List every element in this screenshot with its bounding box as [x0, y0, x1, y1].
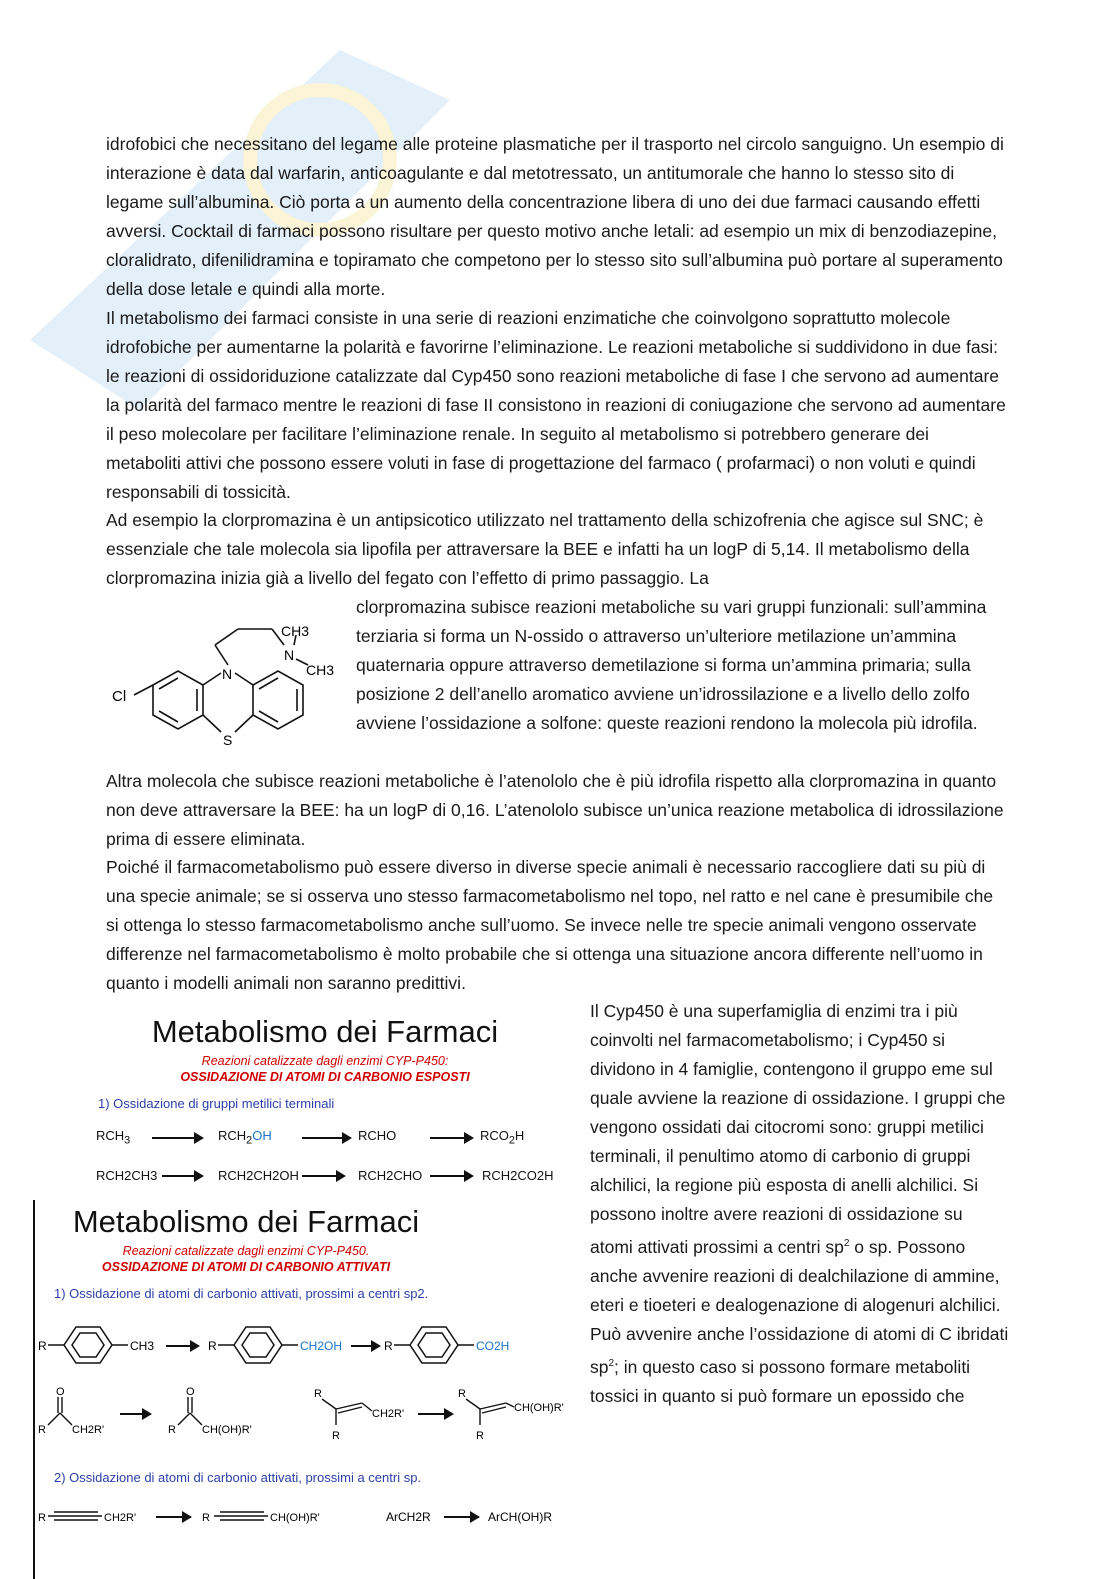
alkyne-choh: CH(OH)R'	[270, 1512, 320, 1524]
carbonyl-choh: CH(OH)R'	[202, 1424, 252, 1436]
paragraph-protein-binding: idrofobici che necessitano del legame alle proteine plasmatiche per il trasporto nel circolo sanguigno. Un esempio di interazione è data dal warfarin, anticoagulante e dal metotressato, un antitumorale che hanno lo stesso sito di legame sull’albumina. Ciò porta a un aumento della concentrazione libera di uno dei due farmaci causando effetti avversi. Cocktail di farmaci possono risultare per questo motivo anche letali: ad esempio un mix di benzodiazepine, cloralidrato, difenilidramina e topiramato che competono per lo stesso sito sull’albumina può portare al superamento della dose letale e quindi alla morte.	[106, 134, 1004, 299]
alkyne-r1: R	[38, 1512, 46, 1524]
aromatic-r3: R	[384, 1339, 393, 1353]
paragraph-cyp450	[590, 997, 1010, 1411]
slide1-subtitle: Reazioni catalizzate dagli enzimi CYP-P450:	[201, 1054, 449, 1068]
chlorpromazine-structure	[108, 615, 353, 765]
carbonyl-alkene-row	[36, 1385, 576, 1455]
alkene-r4: R	[476, 1430, 484, 1442]
slide2-item1: 1) Ossidazione di atomi di carbonio attivati, prossimi a centri sp2.	[54, 1286, 429, 1301]
label-ch3-right: CH3	[306, 662, 335, 678]
rx2-d: RCH2CO2H	[482, 1168, 554, 1183]
slide2-subtitle: Reazioni catalizzate dagli enzimi CYP-P450.	[122, 1244, 370, 1258]
slide2-heading: OSSIDAZIONE DI ATOMI DI CARBONIO ATTIVATI	[101, 1260, 391, 1274]
rx1-b: $RCH_2OH$	[218, 1128, 272, 1147]
rx1-d: $RCO_2H$	[480, 1128, 525, 1147]
arrow-benzyl	[444, 1516, 478, 1518]
carbonyl-ch2r: CH2R'	[72, 1424, 105, 1436]
alkene-choh: CH(OH)R'	[514, 1402, 564, 1414]
paragraph-atenolol: Altra molecola che subisce reazioni metaboliche è l’atenololo che è più idrofila rispetto alla clorpromazina in quanto non deve attraversare la BEE: ha un logP di 0,16. L’atenololo subisce un’unica reazione metabolica di idrossilazione prima di essere eliminata.	[106, 771, 1004, 849]
alkene-r2: R	[332, 1430, 340, 1442]
carbonyl-r1: R	[38, 1424, 46, 1436]
aromatic-r1: R	[38, 1339, 47, 1353]
rx2-b: RCH2CH2OH	[218, 1168, 299, 1183]
rx1-c: RCHO	[358, 1128, 397, 1143]
slide2-item2: 2) Ossidazione di atomi di carbonio attivati, prossimi a centri sp.	[54, 1470, 422, 1485]
superscript-2-b: 2	[608, 1357, 615, 1369]
arrow-2c	[430, 1175, 472, 1177]
slide1-heading: OSSIDAZIONE DI ATOMI DI CARBONIO ESPOSTI	[180, 1070, 470, 1084]
arrow-2b	[302, 1175, 344, 1177]
carbonyl-r2: R	[168, 1424, 176, 1436]
label-n-amine: N	[284, 647, 295, 663]
label-ch3-top: CH3	[281, 623, 310, 639]
slide1-title: Metabolismo dei Farmaci	[151, 1014, 499, 1049]
aromatic-ch3: CH3	[130, 1339, 155, 1353]
aromatic-oxidation-row	[36, 1315, 576, 1370]
slide1-item: 1) Ossidazione di gruppi metilici terminali	[98, 1096, 335, 1111]
arrow-2a	[162, 1175, 202, 1177]
aromatic-r2: R	[208, 1339, 217, 1353]
arrow-alkene	[418, 1413, 452, 1415]
cyp-text-2: o sp. Possono anche avvenire reazioni di dealchilazione di ammine, eteri e tioeteri e dealogenazione di alogenuri alchilici. Può avvenire anche l’ossidazione di atomi di C ibridati sp	[590, 1236, 1009, 1377]
benzyl-arch2r: ArCH2R	[386, 1510, 431, 1524]
paragraph-chlorpromazine-metabolism: clorpromazina subisce reazioni metaboliche su vari gruppi funzionali: sull’ammina terziaria si forma un N-ossido o attraverso un’ulteriore metilazione un’ammina quaternaria oppure attraverso demetilazione si forma un’ammina primaria; sulla posizione 2 dell’anello aromatico avviene un’idrossilazione e a livello dello zolfo avviene l’ossidazione a solfone: queste reazioni rendono la molecola più idrofila.	[356, 597, 987, 733]
carbonyl-o2: O	[186, 1386, 195, 1398]
carbonyl-o1: O	[56, 1386, 65, 1398]
arrow-1c	[430, 1137, 472, 1139]
paragraph-chlorpromazine-intro: Ad esempio la clorpromazina è un antipsicotico utilizzato nel trattamento della schizofrenia che agisce sul SNC; è essenziale che tale molecola sia lipofila per attraversare la BEE e infatti ha un logP di 5,14. Il metabolismo della clorpromazina inizia già a livello del fegato con l’effetto di primo passaggio. La	[106, 510, 984, 588]
cyp-text-1: Il Cyp450 è una superfamiglia di enzimi tra i più coinvolti nel farmacometabolismo; i Cyp450 si dividono in 4 famiglie, contengono il gruppo eme sul quale avviene la reazione di ossidazione. I gruppi che vengono ossidati dai citocromi sono: gruppi metilici terminali, il penultimo atomo di carbonio di gruppi alchilici, la regione più esposta di anelli alchilici. Si possono inoltre avere reazioni di ossidazione su atomi attivati prossimi a centri sp	[590, 1001, 1006, 1257]
rx2-a: RCH2CH3	[96, 1168, 158, 1183]
superscript-2-a: 2	[843, 1238, 850, 1249]
alkyne-row	[36, 1502, 576, 1532]
arrow-ar-2	[351, 1345, 379, 1347]
paragraph-species: Poiché il farmacometabolismo può essere diverso in diverse specie animali è necessario raccogliere dati su più di una specie animale; se si osserva uno stesso farmacometabolismo nel topo, nel ratto e nel cane è presumibile che si ottenga lo stesso farmacometabolismo anche sull’uomo. Se invece nelle tre specie animali vengono osservate differenze nel farmacometabolismo è molto probabile che si ottenga una situazione ancora differente nell’uomo in quanto i modelli animali non saranno predittivi.	[106, 857, 994, 993]
arrow-1b	[302, 1137, 350, 1139]
rx2-c: RCH2CHO	[358, 1168, 423, 1183]
label-cl: Cl	[112, 688, 127, 705]
alkene-r1: R	[314, 1388, 322, 1400]
slide-activated-carbon-oxidation	[36, 1200, 576, 1575]
paragraph-drug-metabolism: Il metabolismo dei farmaci consiste in una serie di reazioni enzimatiche che coinvolgono soprattutto molecole idrofobiche per aumentarne la polarità e favorirne l’eliminazione. Le reazioni metaboliche si suddividono in due fasi: le reazioni di ossidoriduzione catalizzate dal Cyp450 sono reazioni metaboliche di fase I che servono ad aumentare la polarità del farmaco mentre le reazioni di fase II consistono in reazioni di coniugazione che servono ad aumentare il peso molecolare per facilitare l’eliminazione renale. In seguito al metabolismo si potrebbero generare dei metaboliti attivi che possono essere voluti in fase di progettazione del farmaco ( profarmaci) o non voluti e quindi responsabili di tossicità.	[106, 308, 1006, 502]
arrow-ar-1	[166, 1345, 198, 1347]
arrow-alkyne	[156, 1516, 190, 1518]
benzyl-archohr: ArCH(OH)R	[488, 1510, 552, 1524]
rx1-a: $RCH_3$	[96, 1128, 131, 1147]
arrow-carbonyl	[120, 1413, 150, 1415]
alkyne-r2: R	[202, 1512, 210, 1524]
label-n-ring: N	[222, 666, 233, 682]
aromatic-co2h: CO2H	[476, 1339, 510, 1353]
label-s: S	[223, 732, 233, 748]
alkene-ch2r: CH2R'	[372, 1408, 405, 1420]
slide-exposed-carbon-oxidation	[90, 1010, 560, 1195]
arrow-1a	[152, 1137, 202, 1139]
alkene-r3: R	[458, 1388, 466, 1400]
aromatic-ch2oh: CH2OH	[300, 1339, 343, 1353]
cyp-text-3: ; in questo caso si possono formare metaboliti tossici in quanto si può formare un epossido che	[590, 1356, 971, 1406]
alkyne-ch2r: CH2R'	[104, 1512, 137, 1524]
slide2-title: Metabolismo dei Farmaci	[72, 1204, 420, 1239]
